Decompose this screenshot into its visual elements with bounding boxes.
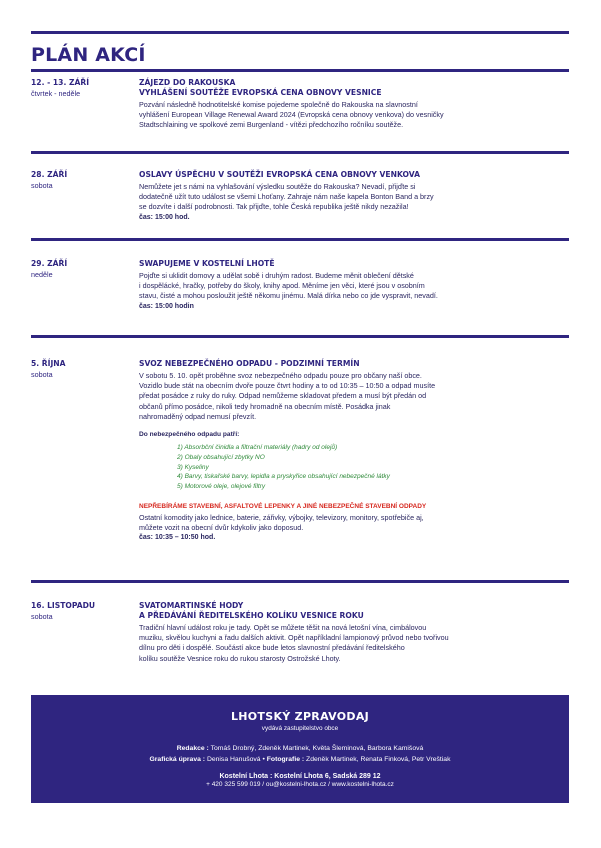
text-line: Pojďte si uklidit domovy a udělat sobě i druhým radost. Budeme měnit oblečení dětské	[139, 271, 414, 280]
event-description	[139, 513, 569, 533]
text-line: i dospělácké, hračky, potřeby do školy, knihy apod. Měníme jen věci, které jsou v osobním	[139, 281, 425, 291]
footer-subtitle: vydává zastupitelstvo obce	[261, 725, 339, 732]
event-content	[139, 601, 569, 664]
event-item	[31, 601, 569, 673]
photos-names: Zdeněk Martinek, Renata Finková, Petr Vreštiak	[306, 756, 451, 763]
waste-list	[139, 443, 569, 492]
event-heading: ZÁJEZD DO RAKOUSKA	[139, 78, 236, 87]
event-item	[31, 359, 569, 581]
event-time: čas: 15:00 hodin	[139, 302, 194, 310]
event-heading: A PŘEDÁVÁNÍ ŘEDITELSKÉHO KOLÍKU VESNICE ROKU	[139, 611, 364, 620]
footer-address: Kostelní Lhota : Kostelní Lhota 6, Sadská 289 12	[219, 773, 381, 780]
section-divider	[31, 238, 569, 241]
event-date: 16. LISTOPADU	[31, 601, 96, 610]
event-content	[139, 259, 569, 312]
text-line: muziku, skvělou kuchyni a řadu dalších aktivit. Opět napříkladní lampionový průvod nebo tvořivou	[139, 633, 449, 643]
graphics-label: Grafická úprava :	[149, 756, 206, 763]
text-line: stavu, čisté a mohou posloužit ještě někomu jinému. Malá dírka nebo co jde vyspravit, nevadí.	[139, 291, 438, 301]
newsletter-footer	[31, 695, 569, 803]
section-divider	[31, 151, 569, 154]
list-item: 2) Obaly obsahující zbytky NO	[177, 453, 265, 461]
waste-list-heading: Do nebezpečného odpadu patří:	[139, 431, 240, 439]
page-title: PLÁN AKCÍ	[31, 44, 146, 66]
text-line: Vozidlo bude stát na obecním dvoře pouze čtvrt hodiny a to od 10:35 – 10:50 a odpad musíte	[139, 381, 436, 391]
event-date-column	[31, 170, 131, 191]
text-line: Stadtschlaining ve spolkové zemi Burgenland - vítězi předchozího ročníku soutěže.	[139, 120, 404, 130]
event-date-column	[31, 259, 131, 280]
text-line: dodatečně užít tuto událost se všemi Lhoťany. Zahraje nám naše kapela Bonton Band a brzy	[139, 192, 434, 202]
text-line: vyhlášení European Village Renewal Award 2024 (Evropská cena obnovy venkova) do vesničky	[139, 110, 444, 120]
event-item	[31, 259, 569, 319]
event-day: čtvrtek - neděle	[31, 89, 81, 98]
text-line: V sobotu 5. 10. opět proběhne svoz nebezpečného odpadu pouze pro občany naší obce.	[139, 371, 422, 380]
footer-title: LHOTSKÝ ZPRAVODAJ	[230, 710, 370, 723]
event-heading: SWAPUJEME V KOSTELNÍ LHOTĚ	[139, 259, 275, 268]
list-item: 3) Kyseliny	[177, 463, 209, 471]
text-line: dílnu pro děti i dospělé. Součástí akce bude letos slavnostní předávání ředitelského	[139, 643, 405, 653]
text-line: kolíku soutěže Vesnice roku do rukou starosty Ostrožské Lhoty.	[139, 653, 341, 663]
text-line: občanů přímo posádce, nikoli tedy hromadně na obecním místě. Posádka jinak	[139, 401, 391, 411]
event-day: sobota	[31, 181, 53, 190]
section-divider	[31, 580, 569, 583]
event-content	[139, 359, 569, 543]
text-line: se dozvíte i další podrobnosti. Tak přijďte, tohle Česká republika ještě nikdy nezažila!	[139, 202, 409, 212]
text-line: Pozvání následně hodnotitelské komise pojedeme společně do Rakouska na slavnostní	[139, 100, 418, 109]
event-heading: VYHLÁŠENÍ SOUTĚŽE EVROPSKÁ CENA OBNOVY VESNICE	[139, 88, 382, 97]
event-date-column	[31, 601, 131, 622]
top-rule	[31, 31, 569, 34]
warning-note: NEPŘEBÍRÁME STAVEBNÍ, ASFALTOVÉ LEPENKY A JINÉ NEBEZPEČNÉ STAVEBNÍ ODPADY	[139, 503, 427, 510]
section-divider	[31, 335, 569, 338]
text-line: předat posádce z ruky do ruky. Odpad nemůžeme skladovat předem a musí být předán od	[139, 391, 427, 401]
footer-credits	[31, 754, 569, 765]
event-date: 28. ZÁŘÍ	[31, 170, 68, 179]
event-description	[139, 623, 569, 664]
text-line: nahromaděný odpad nemusí převzít.	[139, 411, 257, 421]
event-description	[139, 182, 569, 213]
event-day: sobota	[31, 612, 53, 621]
event-item	[31, 78, 569, 140]
editors-label: Redakce :	[176, 745, 209, 752]
list-item: 4) Barvy, tiskařské barvy, lepidla a pryskyřice obsahující nebezpečné látky	[177, 473, 390, 481]
photos-label: Fotografie :	[266, 756, 305, 763]
event-date: 29. ZÁŘÍ	[31, 259, 68, 268]
footer-editors	[31, 743, 569, 754]
event-heading: OSLAVY ÚSPĚCHU V SOUTĚŽI EVROPSKÁ CENA OBNOVY VENKOVA	[139, 170, 420, 179]
event-heading: SVATOMARTINSKÉ HODY	[139, 601, 244, 610]
event-day: sobota	[31, 370, 53, 379]
title-rule	[31, 69, 569, 72]
footer-contact: + 420 325 599 019 / ou@kostelni-lhota.cz / www.kostelni-lhota.cz	[206, 781, 394, 788]
event-time: čas: 10:35 – 10:50 hod.	[139, 534, 216, 542]
graphics-name: Denisa Hanušová	[206, 756, 261, 763]
list-item: 1) Absorbční činidla a filtrační materiály (hadry od olejů)	[177, 444, 338, 452]
text-line: můžete vozit na obecní dvůr kdykoliv jako doposud.	[139, 523, 304, 533]
event-content	[139, 78, 569, 131]
event-description	[139, 271, 569, 302]
event-description	[139, 100, 569, 131]
editors-names: Tomáš Drobný, Zdeněk Martinek, Květa Šleminová, Barbora Kamišová	[210, 745, 424, 752]
event-date: 5. ŘÍJNA	[31, 359, 66, 368]
event-item	[31, 170, 569, 230]
event-description	[139, 371, 569, 422]
event-date-column	[31, 359, 131, 380]
list-item: 5) Motorové oleje, olejové filtry	[177, 483, 266, 491]
event-date-column	[31, 78, 131, 99]
event-content	[139, 170, 569, 223]
separator-bullet: •	[262, 756, 265, 763]
event-day: neděle	[31, 270, 53, 279]
event-heading: SVOZ NEBEZPEČNÉHO ODPADU - PODZIMNÍ TERMÍN	[139, 359, 360, 368]
text-line: Ostatní komodity jako lednice, baterie, zářivky, výbojky, televizory, monitory, spotřebiče aj,	[139, 513, 424, 522]
event-date: 12. - 13. ZÁŘÍ	[31, 78, 90, 87]
text-line: Nemůžete jet s námi na vyhlašování výsledku soutěže do Rakouska? Nevadí, přijďte si	[139, 182, 416, 191]
text-line: Tradiční hlavní událost roku je tady. Opět se můžete těšit na nová letošní vína, cimbálovou	[139, 623, 427, 632]
event-time: čas: 15:00 hod.	[139, 213, 190, 221]
